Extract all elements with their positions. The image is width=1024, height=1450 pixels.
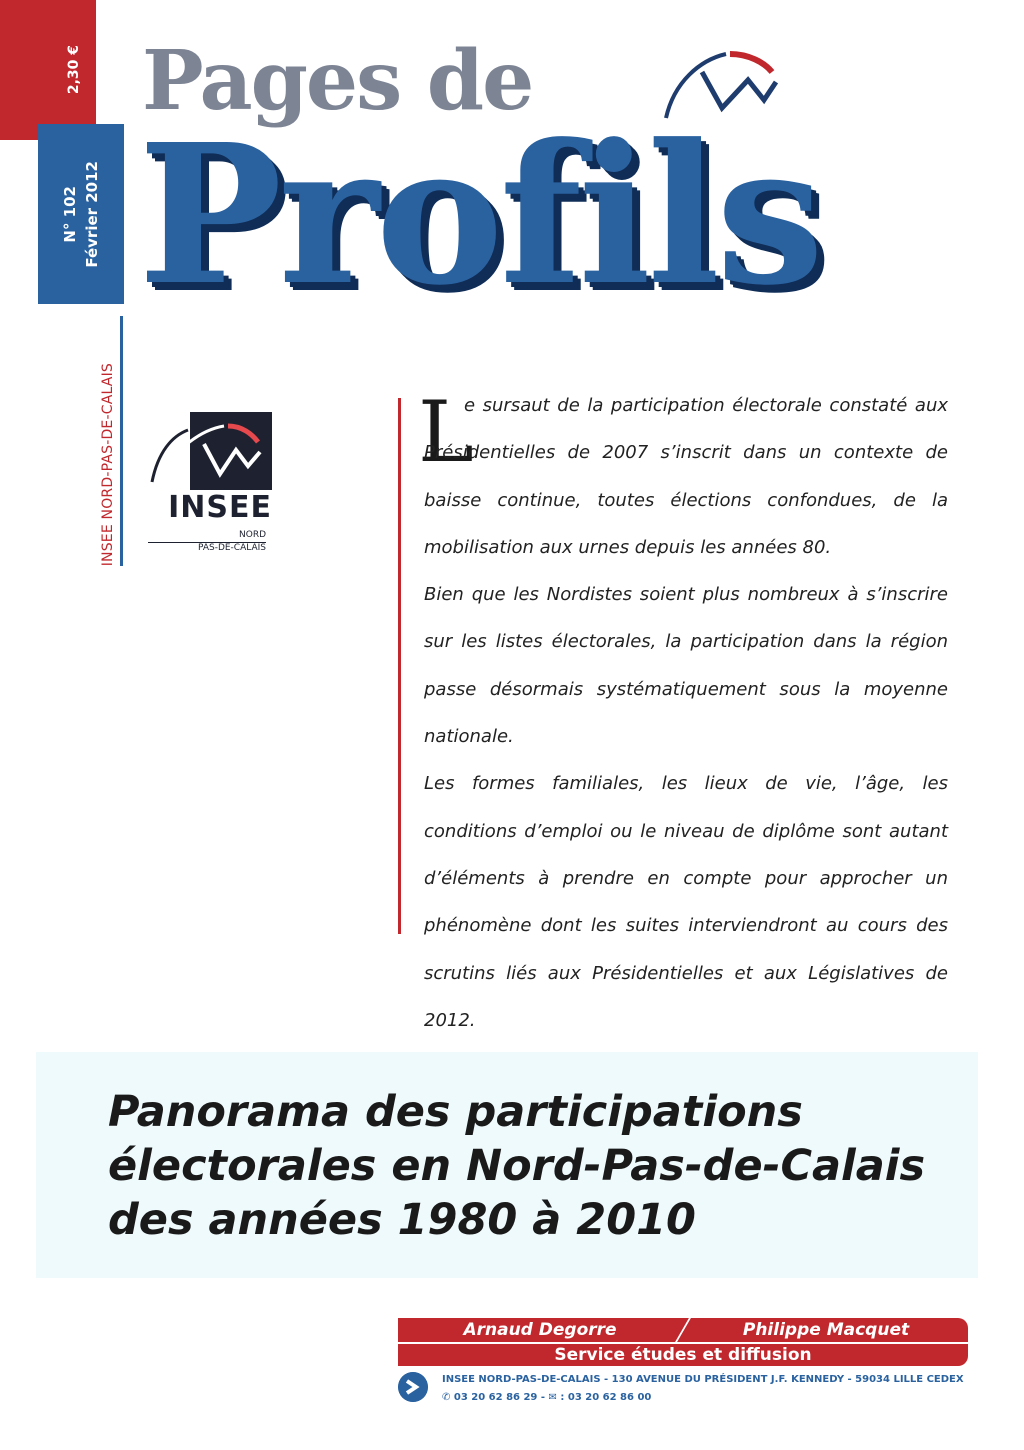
fax-icon: ✉ xyxy=(548,1392,557,1403)
price-container xyxy=(0,0,96,140)
insee-logo xyxy=(148,412,272,562)
masthead-profils: Profils xyxy=(138,103,821,328)
masthead-pages-de: Pages de xyxy=(142,33,533,129)
intro-dropcap: L xyxy=(418,383,474,481)
intro-rule xyxy=(398,398,401,934)
contact-phone-line xyxy=(442,1392,651,1403)
region-divider xyxy=(120,316,123,566)
intro-paragraph-2: Bien que les Nordistes soient plus nombreux à s’inscrire sur les listes électorales, la participation dans la région passe désormais systématiquement sous la moyenne nationale. xyxy=(424,584,948,748)
insee-logo-nord: NORD xyxy=(239,530,266,540)
author-1: Arnaud Degorre xyxy=(463,1320,617,1340)
insee-logo-mark-icon xyxy=(190,412,272,490)
author-2: Philippe Macquet xyxy=(742,1320,910,1340)
intro-paragraph-1: e sursaut de la participation électorale constaté aux Présidentielles de 2007 s’inscrit dans un contexte de baisse continue, toutes élections confondues, de la mobilisation aux urnes depuis les années 80. xyxy=(424,395,948,558)
issue-info xyxy=(38,124,124,304)
issue-date: Février 2012 xyxy=(83,160,101,268)
region-side-label: INSEE NORD-PAS-DE-CALAIS xyxy=(100,362,116,566)
authors-bar xyxy=(398,1318,968,1342)
title-line-3: des années 1980 à 2010 xyxy=(108,1195,696,1245)
service-label: Service études et diffusion xyxy=(554,1345,812,1365)
insee-logo-square xyxy=(190,412,272,490)
title-line-1: Panorama des participations xyxy=(108,1087,803,1137)
contact-fax: : 03 20 62 86 00 xyxy=(560,1392,652,1403)
intro-text xyxy=(424,382,948,1044)
arrow-right-icon xyxy=(398,1372,428,1402)
insee-logo-arc-icon xyxy=(148,422,192,488)
intro-paragraph-3: Les formes familiales, les lieux de vie, l’âge, les conditions d’emploi ou le niveau de diplôme sont autant d’éléments à prendre en compte pour approcher un phénomène dont les suites interviendront au cours des scrutins liés aux Présidentielles et aux Législatives de 2012. xyxy=(424,773,948,1031)
service-bar xyxy=(398,1344,968,1366)
region-side-container xyxy=(100,316,116,566)
contact-phone: 03 20 62 86 29 - xyxy=(453,1392,549,1403)
phone-icon: ✆ xyxy=(442,1392,451,1403)
issue-number: N° 102 xyxy=(61,185,79,243)
insee-logo-pas-de-calais: PAS-DE-CALAIS xyxy=(148,542,266,553)
document-title xyxy=(108,1085,968,1247)
masthead-logo-icon xyxy=(660,42,784,122)
insee-logo-word: INSEE xyxy=(168,490,272,525)
contact-address: INSEE NORD-PAS-DE-CALAIS - 130 AVENUE DU PRÉSIDENT J.F. KENNEDY - 59034 LILLE CEDEX xyxy=(442,1374,964,1385)
price-label: 2,30 € xyxy=(66,45,82,95)
title-line-2: électorales en Nord-Pas-de-Calais xyxy=(108,1141,926,1191)
